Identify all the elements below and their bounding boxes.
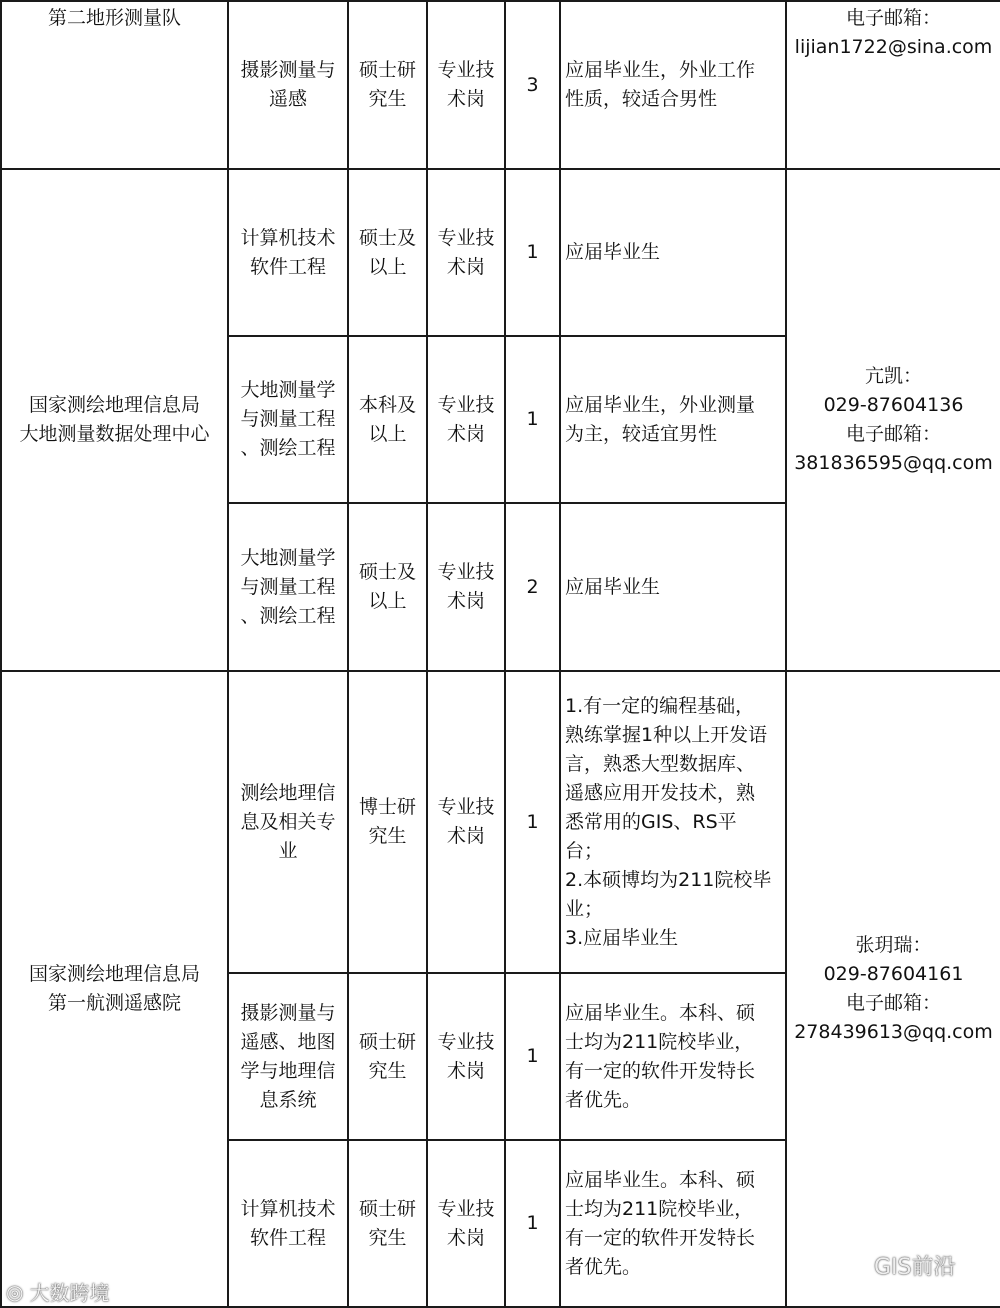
degree-cell bbox=[348, 336, 427, 503]
cell-line: 本科及 bbox=[358, 393, 416, 416]
cell-line: 息系统 bbox=[259, 1088, 317, 1111]
cell-line: 硕士研 bbox=[358, 1030, 416, 1053]
cell-line: 究生 bbox=[368, 1226, 407, 1249]
count-cell: 3 bbox=[505, 1, 560, 169]
org-cell-top: 第二地形测量队 bbox=[1, 1, 228, 169]
post-cell bbox=[427, 503, 505, 671]
count-cell: 1 bbox=[505, 169, 560, 336]
count-cell: 1 bbox=[505, 671, 560, 973]
cell-line: 专业技 bbox=[437, 59, 495, 81]
contact-cell-middle bbox=[786, 169, 1000, 671]
wechat-icon bbox=[838, 1255, 868, 1277]
count-cell: 1 bbox=[505, 336, 560, 503]
cell-line: 性质，较适合男性 bbox=[565, 88, 718, 110]
cell-line: 言，熟悉大型数据库、 bbox=[565, 752, 756, 775]
cell-line: 大地测量学 bbox=[240, 546, 336, 569]
requirement-cell bbox=[560, 503, 786, 671]
degree-cell bbox=[348, 973, 427, 1140]
cell-line: 业； bbox=[565, 897, 604, 920]
watermark-left-text: 大数跨境 bbox=[29, 1281, 110, 1305]
cell-line: 亢凯： bbox=[864, 365, 922, 387]
cell-line: 有一定的软件开发特长 bbox=[565, 1059, 756, 1082]
post-cell bbox=[427, 1140, 505, 1307]
cell-line: 硕士及 bbox=[358, 561, 416, 583]
cell-line: 软件工程 bbox=[249, 1226, 326, 1249]
org-cell-middle bbox=[1, 169, 228, 671]
cell-line: 3.应届毕业生 bbox=[565, 926, 679, 949]
cell-line: 专业技 bbox=[437, 561, 495, 583]
cell-line: 国家测绘地理信息局 bbox=[28, 394, 200, 416]
cell-line: 悉常用的GIS、RS平 bbox=[565, 810, 737, 833]
cell-line: 究生 bbox=[368, 825, 407, 847]
cell-line: 术岗 bbox=[446, 1226, 485, 1249]
table-row bbox=[1, 671, 1000, 973]
major-cell bbox=[228, 503, 348, 671]
cell-line: 大地测量学 bbox=[240, 379, 336, 401]
table-row bbox=[1, 1, 1000, 169]
cell-line: 遥感 bbox=[268, 88, 307, 110]
cell-line: 张玥瑞： bbox=[855, 934, 932, 956]
cell-line: 、测绘工程 bbox=[240, 604, 336, 627]
cell-line: 硕士研 bbox=[358, 59, 416, 81]
cell-line: 有一定的软件开发特长 bbox=[565, 1226, 756, 1249]
cell-line: 专业技 bbox=[437, 393, 495, 416]
cell-line: 术岗 bbox=[446, 255, 485, 278]
contact-cell-top bbox=[786, 1, 1000, 169]
cell-line: 专业技 bbox=[437, 796, 495, 818]
major-cell bbox=[228, 169, 348, 336]
cell-line: 381836595@qq.com bbox=[794, 452, 993, 474]
requirement-cell bbox=[560, 1, 786, 169]
cell-line: 应届毕业生。本科、硕 bbox=[565, 1001, 756, 1024]
cell-line: 究生 bbox=[368, 88, 407, 110]
degree-cell bbox=[348, 1, 427, 169]
table-row bbox=[1, 169, 1000, 336]
cell-line: 278439613@qq.com bbox=[794, 1021, 993, 1043]
cell-line: 测绘地理信 bbox=[240, 781, 336, 804]
post-cell bbox=[427, 973, 505, 1140]
cell-line: 硕士研 bbox=[358, 1197, 416, 1220]
cell-line: 士均为211院校毕业， bbox=[565, 1197, 754, 1220]
requirement-cell bbox=[560, 336, 786, 503]
cell-line: 术岗 bbox=[446, 88, 485, 110]
watermark-left bbox=[6, 1277, 109, 1306]
cell-line: 术岗 bbox=[446, 825, 485, 847]
cell-line: 遥感应用开发技术，熟 bbox=[565, 781, 756, 804]
cell-line: 者优先。 bbox=[565, 1255, 642, 1278]
cell-line: 台； bbox=[565, 839, 604, 862]
count-cell: 1 bbox=[505, 973, 560, 1140]
cell-line: lijian1722@sina.com bbox=[794, 36, 993, 58]
cell-line: 业 bbox=[278, 839, 298, 862]
requirement-cell bbox=[560, 1140, 786, 1307]
cell-line: 专业技 bbox=[437, 1030, 495, 1053]
post-cell bbox=[427, 1, 505, 169]
watermark-right bbox=[838, 1250, 956, 1281]
cell-line: 为主，较适宜男性 bbox=[565, 422, 718, 445]
post-cell bbox=[427, 336, 505, 503]
cell-line: 软件工程 bbox=[249, 255, 326, 278]
cell-line: 术岗 bbox=[446, 590, 485, 612]
degree-cell bbox=[348, 1140, 427, 1307]
cell-line: 以上 bbox=[368, 422, 407, 445]
org-cell-bottom bbox=[1, 671, 228, 1307]
cell-line: 专业技 bbox=[437, 226, 495, 249]
cell-line: 士均为211院校毕业， bbox=[565, 1030, 754, 1053]
requirement-cell bbox=[560, 169, 786, 336]
cell-line: 以上 bbox=[368, 590, 407, 612]
major-cell bbox=[228, 973, 348, 1140]
major-cell bbox=[228, 671, 348, 973]
major-cell bbox=[228, 336, 348, 503]
cell-line: 熟练掌握1种以上开发语 bbox=[565, 723, 768, 746]
cell-line: 专业技 bbox=[437, 1197, 495, 1220]
watermark-right-text: GIS前沿 bbox=[874, 1255, 956, 1280]
cell-line: 与测量工程 bbox=[240, 575, 336, 598]
cell-line: 息及相关专 bbox=[240, 810, 336, 833]
cell-line: 术岗 bbox=[446, 422, 485, 445]
degree-cell bbox=[348, 671, 427, 973]
cell-line: 电子邮箱： bbox=[845, 992, 941, 1014]
cell-line: 摄影测量与 bbox=[240, 1001, 336, 1024]
post-cell bbox=[427, 169, 505, 336]
cell-line: 计算机技术 bbox=[240, 1197, 336, 1220]
cell-line: 学与地理信 bbox=[240, 1059, 336, 1082]
cell-line: 摄影测量与 bbox=[240, 59, 336, 81]
cell-line: 应届毕业生。本科、硕 bbox=[565, 1168, 756, 1191]
cell-line: 2.本硕博均为211院校毕 bbox=[565, 868, 772, 891]
cell-line: 博士研 bbox=[358, 796, 416, 818]
major-cell bbox=[228, 1140, 348, 1307]
count-cell: 1 bbox=[505, 1140, 560, 1307]
cell-line: 以上 bbox=[368, 255, 407, 278]
cell-line: 、测绘工程 bbox=[240, 437, 336, 459]
cell-line: 与测量工程 bbox=[240, 408, 336, 430]
cell-line: 遥感、地图 bbox=[240, 1030, 336, 1053]
cell-line: 电子邮箱： bbox=[845, 423, 941, 445]
count-cell: 2 bbox=[505, 503, 560, 671]
cell-line: 究生 bbox=[368, 1059, 407, 1082]
cell-line: 应届毕业生，外业测量 bbox=[565, 393, 756, 416]
cell-line: 硕士及 bbox=[358, 226, 416, 249]
cell-line: 电子邮箱： bbox=[845, 7, 941, 29]
cell-line: 大地测量数据处理中心 bbox=[19, 423, 210, 445]
requirement-cell bbox=[560, 973, 786, 1140]
cell-line: 应届毕业生 bbox=[565, 241, 661, 263]
contact-cell-bottom bbox=[786, 671, 1000, 1307]
cell-line: 1.有一定的编程基础， bbox=[565, 694, 755, 717]
degree-cell bbox=[348, 169, 427, 336]
cell-line: 者优先。 bbox=[565, 1088, 642, 1111]
cell-line: 国家测绘地理信息局 bbox=[28, 963, 200, 985]
cell-line: 应届毕业生，外业工作 bbox=[565, 59, 756, 81]
cell-line: 应届毕业生 bbox=[565, 575, 661, 598]
cell-line: 第一航测遥感院 bbox=[47, 992, 181, 1014]
major-cell bbox=[228, 1, 348, 169]
weibo-icon: ◎ bbox=[6, 1279, 24, 1304]
cell-line: 029-87604136 bbox=[823, 394, 964, 416]
requirement-cell bbox=[560, 671, 786, 973]
cell-line: 029-87604161 bbox=[823, 963, 964, 985]
cell-line: 计算机技术 bbox=[240, 226, 336, 249]
cell-line: 术岗 bbox=[446, 1059, 485, 1082]
post-cell bbox=[427, 671, 505, 973]
degree-cell bbox=[348, 503, 427, 671]
